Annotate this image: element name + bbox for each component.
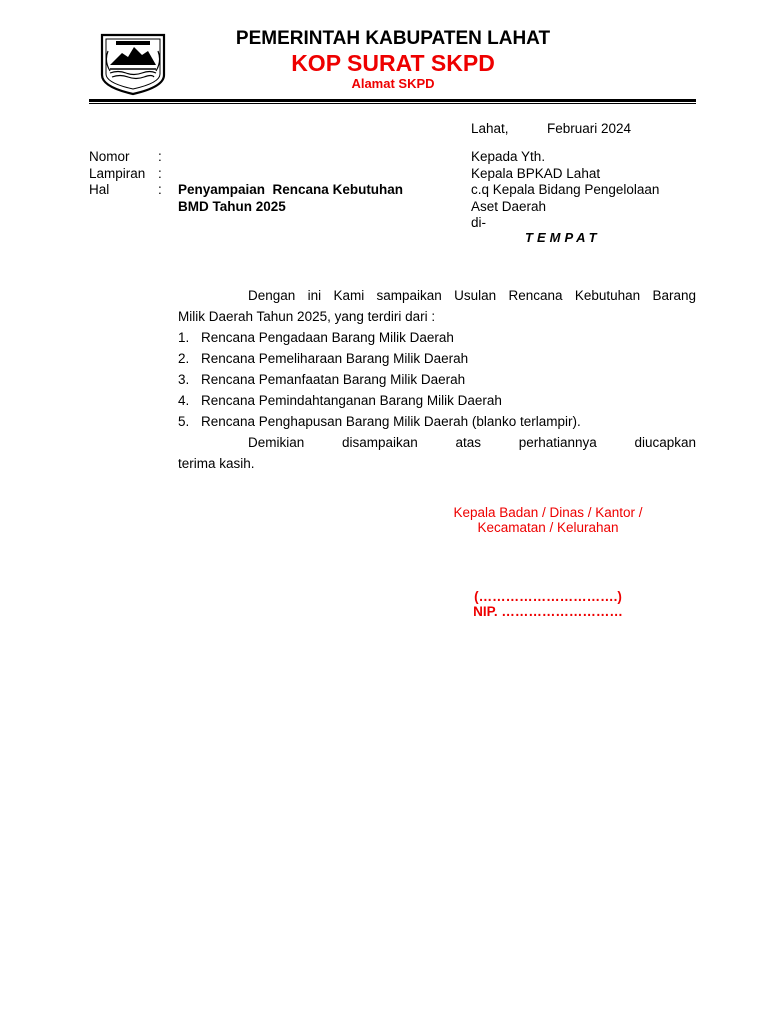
lampiran-colon: : [158,165,162,181]
recipient-place: TEMPAT [525,230,601,245]
meta-lampiran [89,165,162,183]
list-item [178,390,696,411]
closing-line2: terima kasih. [178,456,255,471]
list-item [178,348,696,369]
recipient-line2: Kepala BPKAD Lahat [471,165,601,181]
signature-title-line1: Kepala Badan / Dinas / Kantor / [453,505,643,520]
letterhead-address: Alamat SKPD [351,76,435,91]
letter-date [471,121,631,138]
recipient-line3: c.q Kepala Bidang Pengelolaan [471,182,660,197]
letterhead-divider-thick [89,99,696,102]
list-item-text: Rencana Pemanfaatan Barang Milik Daerah [201,372,466,387]
signature-block [430,590,666,619]
letterhead-office-title: KOP SURAT SKPD [291,50,495,76]
hal-value-line1: Penyampaian Rencana Kebutuhan [178,182,404,197]
list-item [178,369,696,390]
nomor-label: Nomor [89,149,130,164]
meta-hal [89,182,162,199]
list-item-number: 5. [178,414,190,429]
letter-meta [89,149,162,199]
letterhead-government-name: PEMERINTAH KABUPATEN LAHAT [235,28,551,49]
letter-body [178,285,696,474]
hal-colon: : [158,182,162,197]
list-item-number: 3. [178,372,190,387]
recipient-line4: Aset Daerah [471,198,547,214]
list-item-number: 1. [178,330,190,345]
lampiran-label: Lampiran [89,165,146,181]
signature-title [430,506,666,535]
list-item-number: 2. [178,351,190,366]
list-item-number: 4. [178,393,190,408]
nomor-colon: : [158,149,162,164]
signature-name-placeholder: (………………………….) [474,589,622,604]
list-item [178,411,696,432]
signature-nip: NIP. ……………………… [473,603,623,619]
date-city: Lahat, [471,121,509,136]
meta-nomor [89,149,162,166]
list-item-text: Rencana Pengadaan Barang Milik Daerah [201,330,454,345]
intro-line1: Dengan ini Kami sampaikan Usulan Rencana Kebutuhan Barang [248,288,696,303]
intro-line2: Milik Daerah Tahun 2025, yang terdiri dari : [178,309,436,324]
list-item-text: Rencana Pemindahtanganan Barang Milik Daerah [201,393,502,408]
list-item [178,327,696,348]
hal-value [178,182,433,215]
signature-title-line2: Kecamatan / Kelurahan [477,519,619,535]
date-month-year: Februari 2024 [547,121,632,136]
list-item-text: Rencana Pemeliharaan Barang Milik Daerah [201,351,469,366]
recipient-line5: di- [471,215,487,230]
hal-value-line2: BMD Tahun 2025 [178,198,286,214]
hal-label: Hal [89,182,110,197]
list-item-text: Rencana Penghapusan Barang Milik Daerah (blanko terlampir). [201,414,581,429]
closing-line1: Demikian disampaikan atas perhatiannya diucapkan [248,435,696,450]
recipient-line1: Kepada Yth. [471,149,546,164]
letterhead-divider-thin [89,103,696,104]
recipient-block [471,149,701,232]
